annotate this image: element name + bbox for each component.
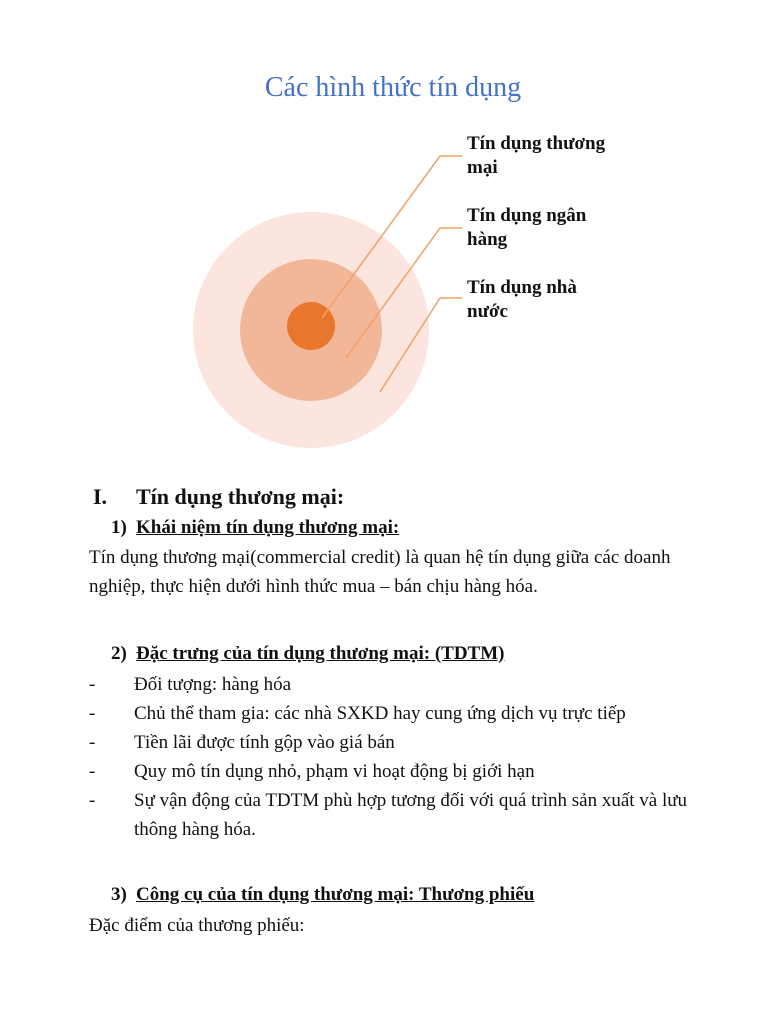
label-tin-dung-ngan-hang: Tín dụng ngân hàng: [467, 205, 587, 250]
subheading-2: [111, 643, 504, 665]
definition-paragraph: Tín dụng thương mại(commercial credit) là quan hệ tín dụng giữa các doanh nghiệp, thực hiện dưới hình thức mua – bán chịu hàng hóa.: [89, 547, 671, 597]
section-number: I.: [93, 484, 108, 509]
subheading-number: 1): [111, 517, 127, 538]
features-intro: Đặc điểm của thương phiếu:: [89, 915, 305, 936]
concentric-circles-diagram: [0, 0, 768, 470]
section-title: Tín dụng thương mại:: [136, 484, 345, 509]
label-tin-dung-nha-nuoc: Tín dụng nhà nước: [467, 277, 577, 322]
subheading-3: [111, 884, 534, 906]
list-item: - Quy mô tín dụng nhỏ, phạm vi hoạt động bị giới hạn: [89, 761, 535, 782]
page-title: Các hình thức tín dụng: [264, 72, 522, 103]
subheading-title: Đặc trưng của tín dụng thương mại: (TDTM): [136, 643, 505, 664]
list-item: - Tiền lãi được tính gộp vào giá bán: [89, 732, 395, 753]
label-tin-dung-thuong-mai: Tín dụng thương mại: [467, 133, 606, 178]
subheading-number: 3): [111, 884, 127, 905]
list-item: - Chủ thể tham gia: các nhà SXKD hay cung ứng dịch vụ trực tiếp: [89, 703, 626, 724]
list-item: - Sự vận động của TDTM phù hợp tương đối với quá trình sản xuất và lưu thông hàng hóa.: [89, 790, 688, 840]
subheading-title: Khái niệm tín dụng thương mại:: [136, 517, 400, 538]
subheading-1: [111, 517, 399, 539]
subheading-number: 2): [111, 643, 127, 664]
list-item: - Đối tượng: hàng hóa: [89, 674, 292, 695]
subheading-title: Công cụ của tín dụng thương mại: Thương phiếu: [136, 884, 535, 905]
section-heading-1: [93, 484, 344, 510]
characteristics-list: [89, 670, 709, 844]
